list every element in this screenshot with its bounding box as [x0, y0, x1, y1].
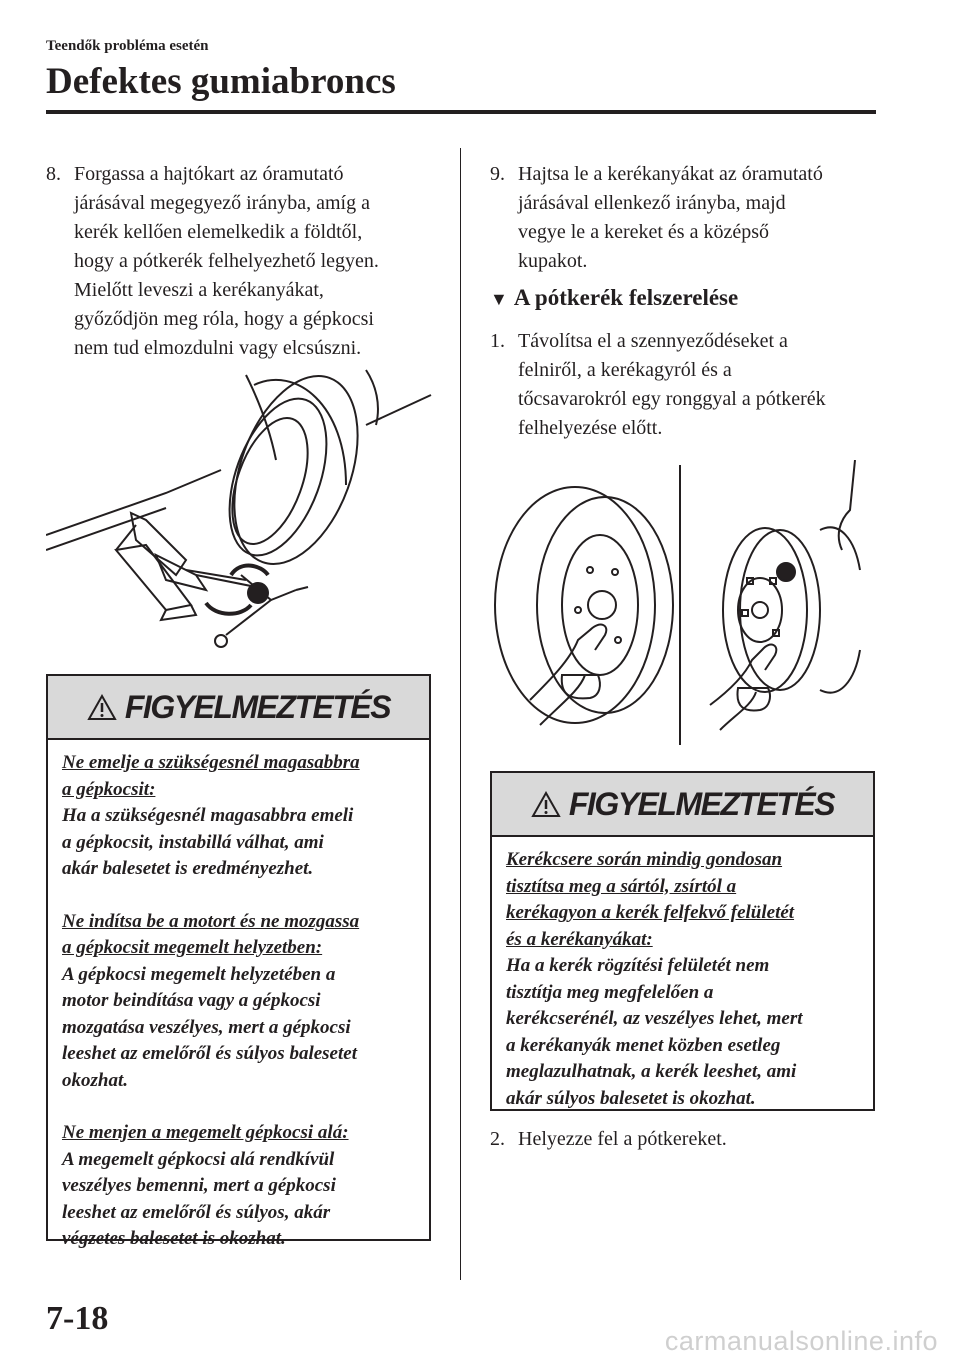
column-divider — [460, 148, 461, 1280]
cleaning-hub-illustration — [490, 460, 875, 750]
step-line: nem tud elmozdulni vagy elcsúszni. — [74, 337, 362, 359]
step-number: 9. — [490, 163, 505, 185]
warning-line: végzetes balesetet is okozhat. — [62, 1228, 286, 1249]
warning-line: és a kerékanyákat: — [506, 928, 653, 950]
step-line: tőcsavarokról egy ronggyal a pótkerék — [518, 388, 826, 410]
warning-line: tisztítsa meg a sártól, zsírtól a — [506, 875, 737, 897]
warning-line: tisztítja meg megfelelően a — [506, 981, 714, 1003]
warning-line: okozhat. — [62, 1069, 128, 1091]
step-line: felniről, a kerékagyról és a — [518, 359, 732, 381]
header-rule — [46, 110, 876, 114]
warning-body — [492, 837, 873, 1112]
step-line: járásával megegyező irányba, amíg a — [74, 192, 370, 214]
step-line: járásával ellenkező irányba, majd — [518, 192, 786, 214]
step-1 — [490, 327, 910, 447]
header-section-label: Teendők probléma esetén — [46, 38, 209, 54]
warning-box-cleaning — [490, 771, 875, 1111]
warning-line: a gépkocsit, instabillá válhat, ami — [62, 831, 324, 853]
step-line: Forgassa a hajtókart az óramutató — [74, 163, 344, 185]
step-text — [518, 1125, 727, 1154]
step-line: hogy a pótkerék felhelyezhető legyen. — [74, 250, 379, 272]
step-number: 2. — [490, 1128, 505, 1150]
warning-line: motor beindítása vagy a gépkocsi — [62, 990, 321, 1011]
warning-title: FIGYELMEZTETÉS — [124, 688, 391, 725]
warning-line: leeshet az emelőről és súlyos balesetet — [62, 1043, 357, 1064]
warning-line: kerékagyon a kerék felfekvő felületét — [506, 902, 795, 923]
step-line: kupakot. — [518, 250, 588, 272]
step-line: Hajtsa le a kerékanyákat az óramutató — [518, 163, 823, 185]
warning-box-jack — [46, 674, 431, 1249]
step-number: 8. — [46, 163, 61, 185]
warning-line: mozgatása veszélyes, mert a gépkocsi — [62, 1016, 351, 1038]
page-number: 7-18 — [46, 1300, 109, 1337]
warning-line: A gépkocsi megemelt helyzetében a — [62, 963, 336, 985]
page-title: Defektes gumiabroncs — [46, 61, 396, 102]
step-line: Mielőtt leveszi a kerékanyákat, — [74, 279, 324, 301]
warning-line: a gépkocsit: — [62, 778, 156, 800]
step-line: győződjön meg róla, hogy a gépkocsi — [74, 308, 374, 330]
warning-header — [48, 676, 429, 740]
warning-line: a gépkocsit megemelt helyzetben: — [62, 937, 323, 958]
triangle-down-icon: ▼ — [490, 289, 508, 309]
step-text — [518, 160, 823, 276]
warning-line: A megemelt gépkocsi alá rendkívül — [62, 1148, 335, 1170]
step-number: 1. — [490, 330, 505, 352]
warning-line: akár balesetet is eredményezhet. — [62, 858, 314, 879]
step-8 — [46, 160, 446, 370]
warning-line: Ha a szükségesnél magasabbra emeli — [62, 805, 354, 826]
warning-title: FIGYELMEZTETÉS — [568, 785, 835, 822]
step-text — [74, 160, 379, 363]
step-9 — [490, 160, 910, 280]
warning-line: Ha a kerék rögzítési felületét nem — [506, 955, 770, 976]
warning-line: leeshet az emelőről és súlyos, akár — [62, 1201, 331, 1223]
warning-gap — [62, 883, 415, 909]
jack-raising-car-illustration — [46, 365, 436, 655]
section-heading-text: A pótkerék felszerelése — [513, 285, 739, 310]
step-2 — [490, 1125, 910, 1157]
section-heading — [490, 285, 738, 311]
step-line: kerék kellően elemelkedik a földtől, — [74, 221, 363, 243]
step-line: vegye le a kereket és a középső — [518, 221, 769, 243]
warning-gap — [62, 1094, 415, 1120]
warning-triangle-icon — [87, 694, 117, 721]
step-line: Helyezze fel a pótkereket. — [518, 1128, 727, 1150]
warning-line: Kerékcsere során mindig gondosan — [506, 849, 783, 870]
watermark: carmanualsonline.info — [664, 1326, 938, 1356]
warning-line: kerékcserénél, az veszélyes lehet, mert — [506, 1008, 803, 1029]
warning-line: Ne indítsa be a motort és ne mozgassa — [62, 910, 360, 932]
warning-line: akár súlyos balesetet is okozhat. — [506, 1087, 756, 1109]
step-line: felhelyezése előtt. — [518, 417, 663, 439]
step-line: Távolítsa el a szennyeződéseket a — [518, 330, 788, 352]
warning-line: Ne emelje a szükségesnél magasabbra — [62, 752, 360, 773]
warning-line: veszélyes bemenni, mert a gépkocsi — [62, 1175, 336, 1196]
warning-triangle-icon — [531, 791, 561, 818]
warning-line: a kerékanyák menet közben esetleg — [506, 1034, 781, 1056]
warning-header — [492, 773, 873, 837]
step-text — [518, 327, 826, 443]
warning-body — [48, 740, 429, 1253]
warning-line: meglazulhatnak, a kerék leeshet, ami — [506, 1061, 797, 1082]
warning-line: Ne menjen a megemelt gépkocsi alá: — [62, 1122, 349, 1143]
